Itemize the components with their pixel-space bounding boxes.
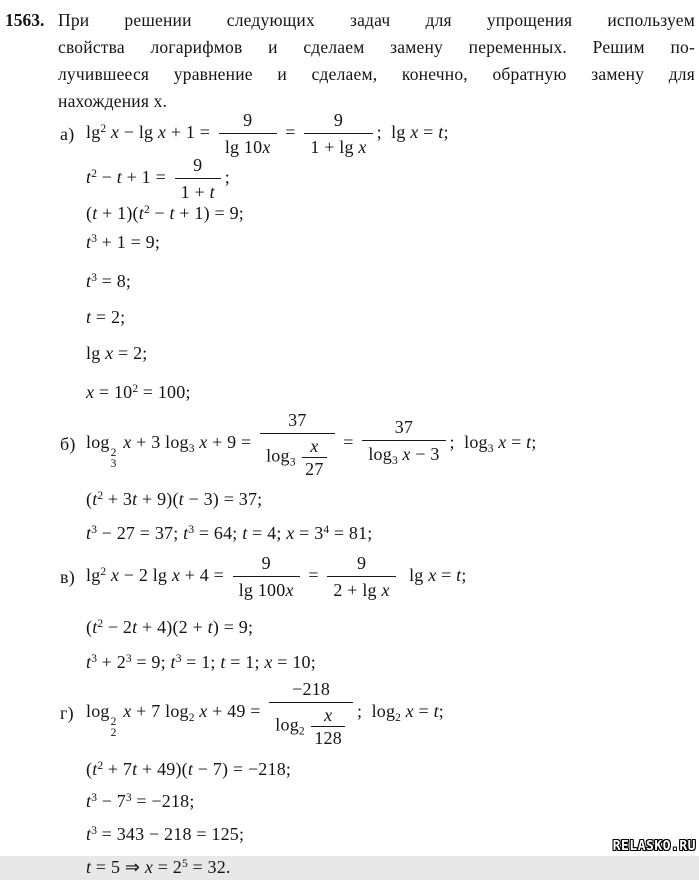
line-content bbox=[86, 791, 195, 811]
solution-label: а) bbox=[60, 123, 75, 144]
subscript: 3 bbox=[188, 443, 195, 456]
math-line bbox=[0, 851, 699, 880]
math-text: ( bbox=[86, 759, 93, 779]
superscript: 5 bbox=[182, 858, 188, 870]
problem-statement bbox=[58, 7, 695, 115]
math-variable: t bbox=[187, 759, 194, 779]
fraction-numerator bbox=[302, 436, 326, 458]
math-variable: t bbox=[86, 232, 92, 252]
math-text: + 49)( bbox=[137, 759, 188, 779]
superscript: 2 bbox=[110, 447, 117, 460]
math-text: + 9 = bbox=[207, 432, 257, 453]
problem-number: 1563. bbox=[5, 10, 45, 30]
math-text: ( bbox=[86, 489, 93, 509]
math-text: + 4)(2 + bbox=[137, 617, 208, 637]
math-text: lg bbox=[86, 121, 101, 142]
fraction bbox=[362, 416, 445, 472]
math-variable: x bbox=[199, 432, 208, 453]
math-text: = 10; bbox=[272, 652, 316, 672]
fraction-numerator bbox=[327, 552, 395, 577]
fraction-numerator bbox=[233, 552, 300, 577]
math-variable: t bbox=[86, 307, 92, 327]
math-variable: x bbox=[144, 857, 154, 877]
math-variable: t bbox=[456, 564, 462, 585]
math-text: 1 + bbox=[180, 182, 210, 202]
line-content bbox=[86, 652, 316, 672]
watermark: RELASKO.RU bbox=[612, 839, 696, 854]
math-text: 9 bbox=[261, 553, 271, 573]
subscript: 2 bbox=[110, 727, 117, 740]
fraction bbox=[327, 552, 395, 601]
math-variable: t bbox=[138, 203, 144, 223]
math-variable: t bbox=[132, 617, 138, 637]
math-text bbox=[305, 715, 310, 735]
fraction-denominator bbox=[311, 727, 345, 748]
math-line bbox=[0, 197, 699, 226]
math-text: + 3 log bbox=[131, 432, 189, 453]
superscript: 3 bbox=[125, 653, 132, 665]
line-content bbox=[86, 617, 253, 637]
fraction bbox=[304, 109, 372, 158]
math-text: = 4; bbox=[247, 523, 287, 543]
fraction-numerator bbox=[269, 678, 353, 703]
math-line bbox=[0, 517, 699, 546]
math-text: = bbox=[436, 564, 457, 585]
line-content bbox=[86, 110, 449, 157]
fraction bbox=[219, 109, 277, 158]
math-text: − 2 lg bbox=[119, 564, 172, 585]
superscript: 3 bbox=[91, 233, 97, 245]
math-variable: t bbox=[132, 489, 138, 509]
math-text: − 7) = −218; bbox=[193, 759, 292, 779]
math-variable: t bbox=[86, 166, 92, 187]
math-variable: x bbox=[123, 701, 132, 722]
fraction-numerator bbox=[311, 705, 345, 727]
math-variable: x bbox=[110, 564, 120, 585]
line-content bbox=[86, 271, 131, 291]
fraction bbox=[269, 678, 353, 748]
math-text: + 7 log bbox=[131, 701, 189, 722]
fraction bbox=[302, 436, 326, 479]
fraction-denominator bbox=[260, 434, 334, 479]
math-variable: t bbox=[86, 523, 92, 543]
math-line bbox=[0, 265, 699, 294]
math-text: − 3 bbox=[410, 444, 440, 464]
math-text: = 2; bbox=[91, 307, 126, 327]
math-variable: x bbox=[86, 382, 95, 402]
sup-sub-stack bbox=[111, 717, 117, 739]
math-text bbox=[295, 446, 300, 466]
math-line bbox=[0, 109, 699, 158]
superscript: 3 bbox=[91, 792, 97, 804]
superscript: 3 bbox=[188, 524, 195, 536]
math-text: + 1)( bbox=[97, 203, 139, 223]
math-text: + 2 bbox=[96, 652, 126, 672]
math-line bbox=[0, 785, 699, 814]
fraction-denominator bbox=[302, 458, 326, 479]
math-text: = 5 ⇒ bbox=[91, 857, 145, 877]
math-text: 9 bbox=[333, 110, 344, 130]
math-text: log bbox=[275, 714, 299, 735]
math-text: lg bbox=[399, 564, 429, 585]
math-variable: x bbox=[402, 444, 411, 464]
math-text: lg bbox=[86, 564, 101, 585]
math-variable: t bbox=[433, 701, 439, 722]
math-text: + 1) = 9; bbox=[174, 203, 244, 223]
statement-line: нахождения x. bbox=[58, 91, 168, 111]
math-variable: t bbox=[86, 857, 92, 877]
math-line bbox=[0, 753, 699, 782]
subscript: 2 bbox=[395, 712, 401, 725]
math-line bbox=[0, 678, 699, 748]
math-variable: x bbox=[262, 137, 271, 157]
math-text: = 81; bbox=[329, 523, 373, 543]
math-variable: t bbox=[438, 121, 444, 142]
math-text: + 7 bbox=[103, 759, 133, 779]
math-line bbox=[0, 340, 699, 366]
fraction-numerator bbox=[362, 416, 445, 441]
fraction-denominator bbox=[269, 703, 353, 748]
math-variable: t bbox=[526, 432, 532, 453]
math-variable: t bbox=[220, 652, 226, 672]
math-text: ; bbox=[443, 121, 449, 142]
subscript: 2 bbox=[188, 712, 195, 725]
superscript: 3 bbox=[91, 825, 97, 837]
math-text: = 2; bbox=[113, 343, 148, 363]
fraction bbox=[311, 705, 345, 748]
superscript: 2 bbox=[97, 760, 104, 772]
math-text: 9 bbox=[193, 155, 203, 175]
math-text: + 3 bbox=[103, 489, 133, 509]
statement-line: При решении следующих задач для упрощения используем bbox=[58, 10, 695, 30]
math-text: + 9)( bbox=[137, 489, 179, 509]
math-text: 1 + lg bbox=[310, 137, 359, 157]
subscript: 2 bbox=[298, 725, 305, 738]
problem-header bbox=[0, 0, 699, 115]
math-variable: t bbox=[92, 617, 98, 637]
line-content bbox=[86, 679, 444, 748]
fraction-denominator bbox=[327, 577, 395, 601]
math-variable: x bbox=[123, 432, 132, 453]
math-text: ( bbox=[86, 617, 93, 637]
fraction-denominator bbox=[362, 441, 445, 472]
superscript: 2 bbox=[143, 204, 150, 216]
line-content bbox=[86, 343, 147, 363]
math-text: = 9; bbox=[131, 652, 171, 672]
subscript: 3 bbox=[110, 458, 117, 471]
superscript: 2 bbox=[100, 565, 107, 578]
math-text: − bbox=[149, 203, 170, 223]
math-text: ; bbox=[438, 701, 444, 722]
math-variable: t bbox=[92, 203, 98, 223]
math-text: −218 bbox=[292, 679, 331, 699]
superscript: 3 bbox=[91, 524, 97, 536]
math-text: − 7 bbox=[96, 791, 126, 811]
math-line bbox=[0, 818, 699, 847]
math-line bbox=[0, 611, 699, 640]
math-text: 128 bbox=[314, 728, 342, 748]
math-text: + 1 = 9; bbox=[96, 232, 161, 252]
solution-label: г) bbox=[60, 703, 74, 723]
line-content bbox=[86, 857, 231, 877]
fraction-numerator bbox=[304, 109, 372, 134]
math-line bbox=[0, 376, 699, 405]
math-line bbox=[0, 154, 699, 203]
math-text: = −218; bbox=[131, 791, 195, 811]
line-content bbox=[86, 489, 262, 509]
superscript: 2 bbox=[110, 716, 117, 729]
math-variable: t bbox=[86, 824, 92, 844]
math-variable: x bbox=[405, 701, 414, 722]
math-text: ; bbox=[224, 166, 230, 187]
math-text: lg 10 bbox=[224, 137, 263, 157]
math-variable: x bbox=[285, 580, 294, 600]
math-text: − lg bbox=[119, 121, 158, 142]
math-text: log bbox=[86, 701, 110, 722]
fraction bbox=[260, 409, 334, 479]
math-line bbox=[0, 552, 699, 601]
line-content bbox=[86, 382, 191, 402]
math-text: = bbox=[303, 564, 324, 585]
math-variable: t bbox=[132, 759, 138, 779]
math-variable: x bbox=[171, 564, 181, 585]
math-text: 37 bbox=[288, 410, 307, 430]
math-variable: x bbox=[110, 121, 120, 142]
math-variable: t bbox=[183, 523, 189, 543]
solution-label: в) bbox=[60, 566, 75, 587]
math-variable: x bbox=[410, 121, 419, 142]
math-text: ; log bbox=[449, 432, 488, 453]
statement-line: свойства логарифмов и сделаем замену переменных. Решим по- bbox=[58, 37, 695, 57]
math-text: + 49 = bbox=[207, 701, 266, 722]
math-text: − bbox=[96, 166, 117, 187]
fraction-numerator bbox=[219, 109, 277, 134]
solution-steps bbox=[0, 109, 699, 880]
math-text: = 10 bbox=[94, 382, 133, 402]
superscript: 2 bbox=[97, 618, 104, 630]
math-variable: t bbox=[116, 166, 122, 187]
math-variable: t bbox=[86, 271, 92, 291]
math-text: lg 100 bbox=[238, 580, 286, 600]
math-text: ; bbox=[461, 564, 467, 585]
math-line bbox=[0, 483, 699, 512]
math-text: = 1; bbox=[181, 652, 221, 672]
math-variable: t bbox=[242, 523, 248, 543]
line-content bbox=[86, 523, 373, 543]
math-text: 27 bbox=[305, 459, 324, 479]
math-variable: t bbox=[86, 791, 92, 811]
math-variable: t bbox=[169, 203, 175, 223]
fraction bbox=[233, 552, 300, 601]
subscript: 3 bbox=[289, 456, 296, 469]
subscript: 3 bbox=[487, 443, 494, 456]
math-text: lg bbox=[86, 343, 106, 363]
math-text: + 1 = bbox=[166, 121, 215, 142]
fraction-numerator bbox=[260, 409, 334, 434]
math-text: ; log bbox=[356, 701, 396, 722]
math-variable: x bbox=[498, 432, 507, 453]
math-text: 9 bbox=[356, 553, 367, 573]
line-content bbox=[86, 232, 160, 252]
math-text: 2 + lg bbox=[333, 580, 382, 600]
superscript: 3 bbox=[125, 792, 132, 804]
line-content bbox=[86, 824, 244, 844]
math-text: ; bbox=[531, 432, 537, 453]
math-text: = 343 − 218 = 125; bbox=[96, 824, 245, 844]
math-text: + 4 = bbox=[180, 564, 229, 585]
math-text: + 1 = bbox=[121, 166, 171, 187]
superscript: 4 bbox=[323, 524, 330, 536]
fraction-denominator bbox=[233, 577, 300, 601]
math-variable: t bbox=[207, 617, 213, 637]
line-content bbox=[86, 410, 537, 479]
math-text: = 64; bbox=[194, 523, 243, 543]
math-line bbox=[0, 409, 699, 479]
math-text: = 1; bbox=[225, 652, 265, 672]
subscript: 3 bbox=[391, 455, 398, 467]
solution-label: б) bbox=[60, 434, 76, 454]
math-line bbox=[0, 646, 699, 675]
line-content bbox=[86, 307, 125, 327]
superscript: 3 bbox=[91, 653, 97, 665]
math-text: log bbox=[86, 432, 110, 453]
math-text: = bbox=[413, 701, 434, 722]
math-text: − 3) = 37; bbox=[183, 489, 263, 509]
superscript: 2 bbox=[91, 167, 97, 180]
line-content bbox=[86, 203, 244, 223]
fraction-numerator bbox=[175, 154, 221, 179]
math-text: − 27 = 37; bbox=[96, 523, 184, 543]
statement-line: лучившееся уравнение и сделаем, конечно, обратную замену для bbox=[58, 64, 695, 84]
math-text: = 8; bbox=[96, 271, 132, 291]
line-content bbox=[86, 759, 291, 779]
math-variable: x bbox=[324, 705, 333, 725]
math-text: = bbox=[418, 121, 439, 142]
math-variable: x bbox=[381, 580, 390, 600]
math-variable: t bbox=[92, 759, 98, 779]
sup-sub-stack bbox=[111, 448, 117, 470]
math-text: 9 bbox=[243, 110, 253, 130]
math-text: = 3 bbox=[294, 523, 324, 543]
math-variable: x bbox=[199, 701, 208, 722]
math-line bbox=[0, 304, 699, 330]
math-variable: x bbox=[358, 137, 367, 157]
math-line bbox=[0, 226, 699, 255]
math-text: log bbox=[368, 444, 392, 464]
line-content bbox=[86, 553, 467, 600]
math-variable: x bbox=[286, 523, 295, 543]
math-text: ( bbox=[86, 203, 93, 223]
math-text: − 2 bbox=[103, 617, 133, 637]
math-text: = 100; bbox=[138, 382, 191, 402]
math-variable: t bbox=[92, 489, 98, 509]
math-variable: x bbox=[310, 436, 319, 456]
math-text: = 2 bbox=[153, 857, 182, 877]
math-variable: x bbox=[157, 121, 167, 142]
math-text: = 32. bbox=[187, 857, 231, 877]
math-text: 37 bbox=[394, 417, 414, 437]
fraction bbox=[175, 154, 221, 203]
superscript: 3 bbox=[175, 653, 182, 665]
math-variable: x bbox=[428, 564, 437, 585]
math-text: = bbox=[506, 432, 527, 453]
math-variable: t bbox=[86, 652, 92, 672]
superscript: 2 bbox=[97, 490, 104, 502]
math-variable: x bbox=[105, 343, 114, 363]
math-text: = bbox=[338, 432, 359, 453]
superscript: 2 bbox=[100, 122, 107, 135]
superscript: 3 bbox=[91, 272, 97, 284]
math-text: = bbox=[280, 121, 301, 142]
line-content bbox=[86, 155, 230, 202]
math-text: ) = 9; bbox=[212, 617, 254, 637]
math-variable: t bbox=[178, 489, 184, 509]
math-variable: t bbox=[170, 652, 176, 672]
math-variable: x bbox=[264, 652, 273, 672]
math-text: log bbox=[266, 445, 290, 466]
math-text: ; lg bbox=[376, 121, 411, 142]
superscript: 2 bbox=[132, 383, 139, 395]
math-variable: t bbox=[209, 182, 215, 202]
